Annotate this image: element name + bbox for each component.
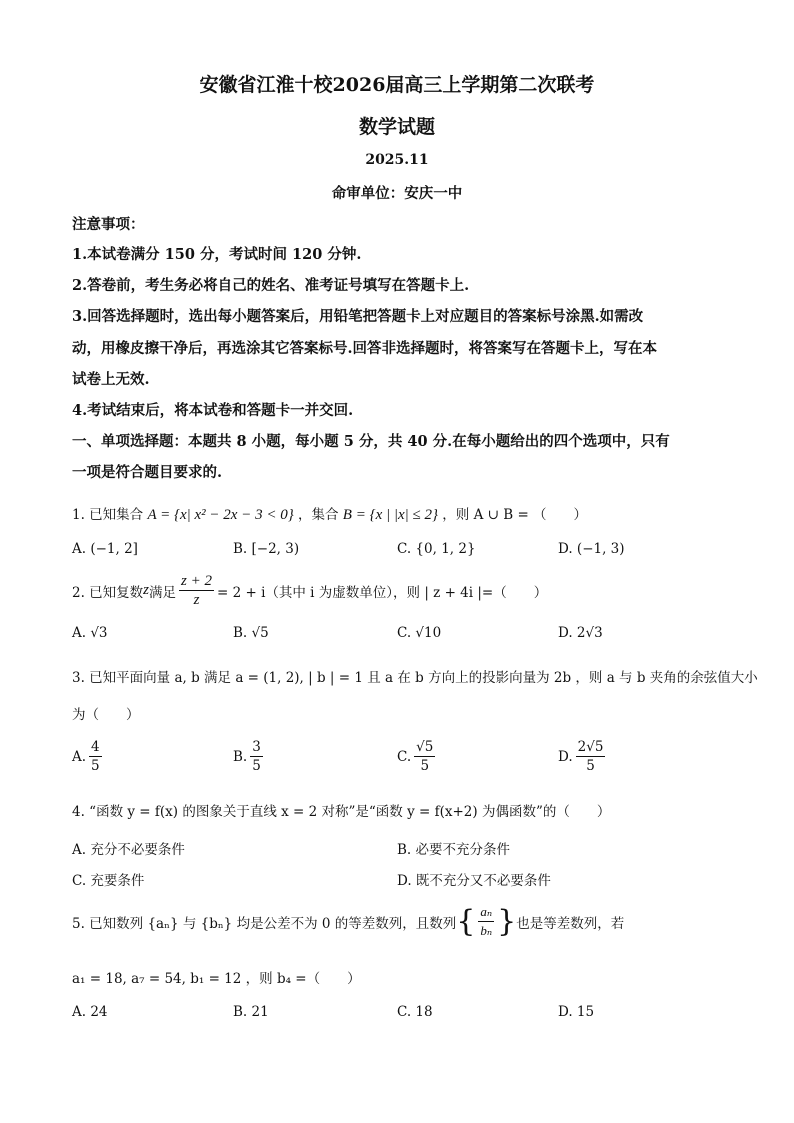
q3-option-b-numerator: 3 (252, 739, 261, 755)
q1-option-b: B. [−2, 3) (233, 541, 300, 557)
question-4: 4. “函数 y = f(x) 的图象关于直线 x = 2 对称”是“函数 y = f(x+2) 为偶函数”的（ ） (72, 804, 611, 820)
q2-prefix: 2. 已知复数 (72, 584, 144, 601)
q3-option-d-fraction (576, 738, 606, 775)
q4-option-a: A. 充分不必要条件 (72, 842, 185, 858)
q1-option-d: D. (−1, 3) (558, 541, 625, 557)
note-1: 1.本试卷满分 150 分，考试时间 120 分钟. (72, 246, 362, 263)
note-2: 2.答卷前，考生务必将自己的姓名、准考证号填写在答题卡上. (72, 277, 470, 294)
left-brace-icon: { (456, 903, 476, 939)
q3-option-b-fraction (250, 738, 263, 775)
q3-option-d-denominator: 5 (586, 758, 595, 774)
question-1 (72, 503, 587, 524)
q3-option-a-numerator: 4 (91, 739, 100, 755)
q5-option-c: C. 18 (397, 1004, 433, 1020)
q4-option-b: B. 必要不充分条件 (397, 842, 511, 858)
q1-option-c: C. {0, 1, 2} (397, 541, 476, 557)
note-3-line-1: 3.回答选择题时，选出每小题答案后，用铅笔把答题卡上对应题目的答案标号涂黑.如需改 (72, 308, 644, 325)
q2-option-c: C. √10 (397, 625, 442, 641)
q5-fraction (478, 903, 494, 940)
q3-option-c-label: C. (397, 748, 412, 765)
q3-option-d (558, 738, 608, 775)
q3-option-a-label: A. (72, 748, 87, 765)
exam-title: 安徽省江淮十校2026届高三上学期第二次联考 (199, 74, 595, 96)
exam-date: 2025.11 (365, 152, 429, 168)
q2-middle: 满足 (149, 584, 177, 601)
exam-subject: 数学试题 (358, 116, 435, 138)
note-3-line-3: 试卷上无效. (72, 371, 150, 388)
question-5-line-2: a₁ = 18, a₇ = 54, b₁ = 12 ，则 b₄ =（ ） (72, 971, 361, 987)
q5-fraction-denominator: bₙ (480, 923, 493, 938)
q3-option-d-numerator: 2√5 (577, 739, 604, 755)
q3-option-d-label: D. (558, 748, 573, 765)
question-2 (72, 572, 547, 609)
q5-suffix: 也是等差数列，若 (516, 915, 625, 932)
q3-option-b-denominator: 5 (252, 758, 261, 774)
q3-option-b-label: B. (233, 748, 248, 765)
q5-fraction-numerator: aₙ (478, 903, 494, 922)
q2-var-z: z (143, 582, 150, 598)
q3-option-a-denominator: 5 (91, 758, 100, 774)
q3-option-b (233, 738, 266, 775)
q2-option-a: A. √3 (72, 625, 108, 641)
q2-option-d: D. 2√3 (558, 625, 603, 641)
notes-heading: 注意事项： (72, 216, 145, 233)
q5-option-d: D. 15 (558, 1004, 595, 1020)
q4-option-c: C. 充要条件 (72, 873, 145, 889)
q5-option-a: A. 24 (72, 1004, 108, 1020)
q5-option-b: B. 21 (233, 1004, 269, 1020)
q1-set-b: B = {x | |x| ≤ 2} (342, 507, 438, 523)
q2-equation: = 2 + i（其中 i 为虚数单位），则 | z + 4i |=（ ） (216, 584, 548, 601)
note-4: 4.考试结束后，将本试卷和答题卡一并交回. (72, 402, 354, 419)
q3-option-c-numerator: √5 (416, 739, 434, 755)
q3-option-c-fraction (414, 738, 435, 775)
q4-option-d: D. 既不充分又不必要条件 (397, 873, 551, 889)
q2-option-b: B. √5 (233, 625, 269, 641)
q3-option-a-fraction (89, 738, 102, 775)
exam-unit: 命审单位：安庆一中 (331, 185, 463, 202)
q2-fraction-denominator: z (193, 592, 200, 608)
q3-option-c-denominator: 5 (420, 758, 430, 774)
q1-middle: ，集合 (298, 507, 339, 523)
q2-fraction (179, 572, 214, 609)
section-heading-line-2: 一项是符合题目要求的. (72, 464, 223, 481)
question-5-line-1 (72, 903, 624, 940)
section-heading-line-1: 一、单项选择题：本题共 8 小题，每小题 5 分，共 40 分.在每小题给出的四个选项中，只有 (72, 433, 670, 450)
q1-set-a: A = {x| x² − 2x − 3 < 0} (147, 507, 294, 523)
note-3-line-2: 动，用橡皮擦干净后，再选涂其它答案标号.回答非选择题时，将答案写在答题卡上，写在本 (72, 340, 658, 357)
q1-option-a: A. (−1, 2] (72, 541, 138, 557)
q3-option-a (72, 738, 105, 775)
q1-prefix: 1. 已知集合 (72, 507, 144, 523)
question-3-line-2: 为（ ） (72, 707, 140, 723)
q1-suffix: ，则 A ∪ B = （ ） (442, 507, 588, 523)
q2-fraction-numerator: z + 2 (181, 573, 212, 589)
q3-option-c (397, 738, 438, 775)
right-brace-icon: } (497, 903, 517, 939)
q5-prefix: 5. 已知数列 {aₙ} 与 {bₙ} 均是公差不为 0 的等差数列，且数列 (72, 915, 457, 932)
question-3-line-1: 3. 已知平面向量 a, b 满足 a = (1, 2), | b | = 1 且 a 在 b 方向上的投影向量为 2b ，则 a 与 b 夹角的余弦值大小 (72, 670, 758, 686)
